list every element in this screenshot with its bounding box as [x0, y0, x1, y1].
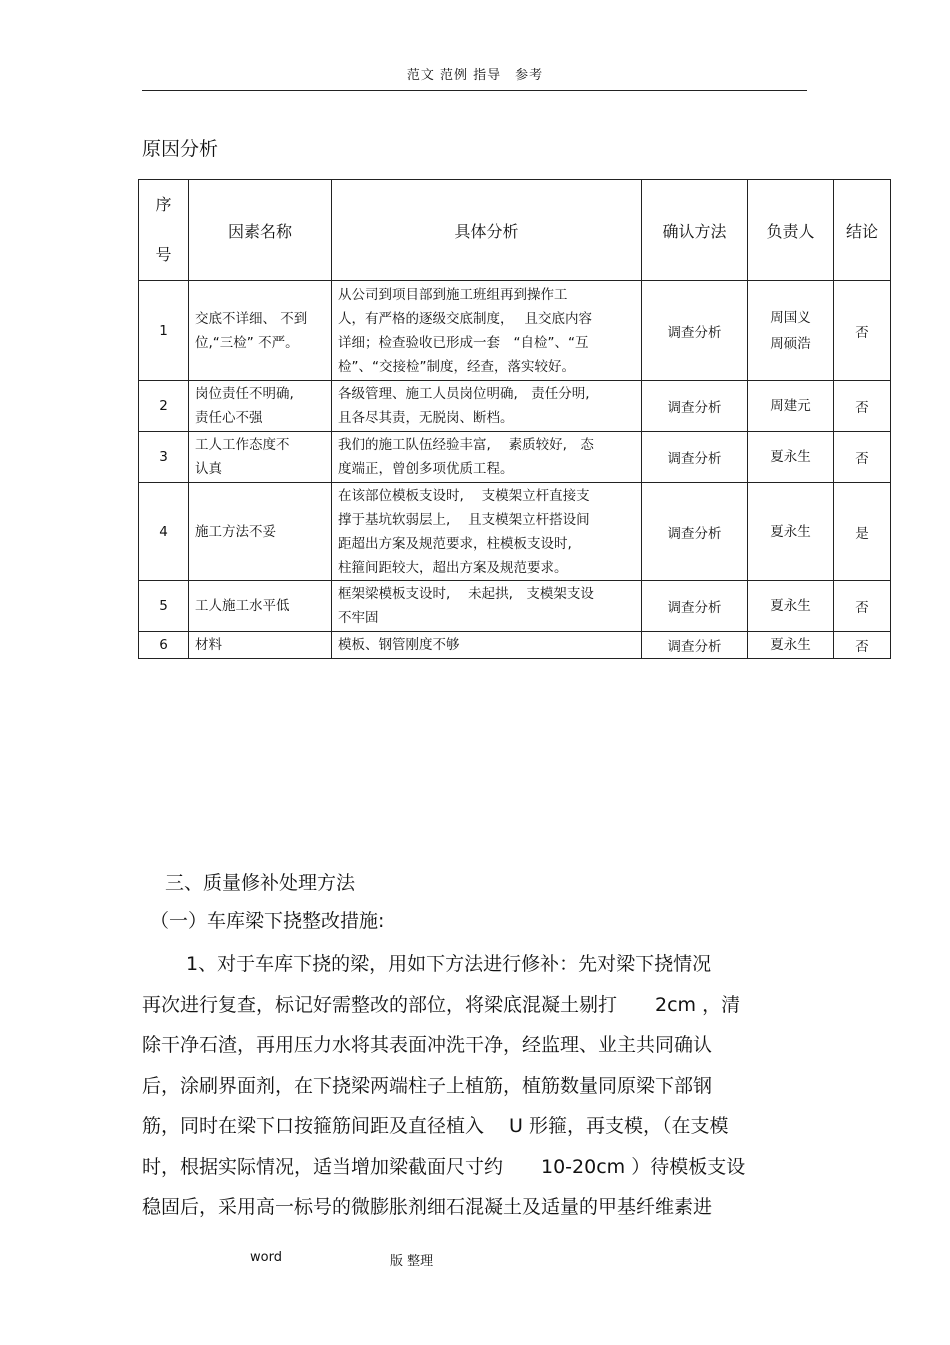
cell-conclusion — [834, 281, 891, 381]
cell-analysis — [332, 581, 642, 632]
cell-factor-line: 岗位责任不明确, — [195, 386, 294, 402]
cell-factor — [189, 281, 332, 381]
header-seq: 序 号 — [139, 180, 189, 281]
cell-analysis-line: 距超出方案及规范要求，柱模板支设时, — [338, 535, 572, 552]
header-factor: 因素名称 — [189, 180, 332, 281]
cell-analysis-line: 人，有严格的逐级交底制度， 且交底内容 — [338, 310, 593, 327]
cell-owner-line: 夏永生 — [770, 449, 811, 465]
paragraph-line: 稳固后，采用高一标号的微膨胀剂细石混凝土及适量的甲基纤维素进 — [142, 1196, 713, 1218]
cell-analysis-line: 在该部位模板支设时, 支模架立杆直接支 — [338, 487, 590, 504]
cell-analysis-line: 详细；检查验收已形成一套 “自检”、“互 — [338, 334, 589, 351]
cell-factor-line: 交底不详细、 不到 — [195, 310, 308, 327]
cell-analysis-line: 检”、“交接检”制度，经查，落实较好。 — [338, 358, 575, 375]
cell-seq — [139, 632, 189, 659]
cell-analysis-line: 不牢固 — [338, 610, 379, 626]
cell-analysis-line: 各级管理、施工人员岗位明确, 责任分明, — [338, 386, 590, 402]
cell-factor-line: 工人工作态度不 — [195, 437, 290, 453]
cell-method — [642, 581, 748, 632]
cell-owner-line: 夏永生 — [770, 598, 811, 614]
cell-factor-line: 认真 — [195, 461, 222, 477]
repair-paragraph — [142, 944, 822, 1228]
paragraph-line: 1、对于车库下挠的梁，用如下方法进行修补：先对梁下挠情况 — [186, 953, 712, 975]
cell-analysis — [332, 432, 642, 483]
table-row — [139, 632, 891, 659]
cell-method-line: 调查分析 — [667, 400, 722, 416]
cell-analysis-line: 且各尽其责，无脱岗、断档。 — [338, 410, 514, 426]
cell-method — [642, 432, 748, 483]
footer-left: word — [250, 1250, 282, 1265]
cell-conclusion — [834, 581, 891, 632]
cell-analysis-line: 度端正，曾创多项优质工程。 — [338, 461, 514, 477]
cell-factor-line: 位,“三检” 不严。 — [195, 334, 299, 351]
paragraph-line: 筋，同时在梁下口按箍筋间距及直径植入 U 形箍，再支模，（在支模 — [142, 1115, 729, 1137]
cell-owner-line: 夏永生 — [770, 637, 811, 653]
cell-conclusion-line: 否 — [855, 639, 869, 655]
cell-factor — [189, 581, 332, 632]
cell-method-line: 调查分析 — [667, 639, 722, 655]
cell-conclusion-line: 否 — [855, 324, 869, 341]
cell-owner — [748, 381, 834, 432]
header-divider — [142, 90, 807, 91]
cell-analysis-line: 从公司到项目部到施工班组再到操作工 — [338, 286, 568, 303]
cell-factor — [189, 632, 332, 659]
cell-analysis — [332, 281, 642, 381]
table-header-row — [139, 180, 891, 281]
cell-factor — [189, 432, 332, 483]
cell-seq-line: 1 — [159, 322, 168, 339]
cell-factor — [189, 381, 332, 432]
cell-analysis-line: 模板、钢管刚度不够 — [338, 637, 460, 653]
cell-owner-line: 周建元 — [770, 398, 811, 414]
section-title: 原因分析 — [142, 138, 219, 160]
subheading-garage-beam: （一）车库梁下挠整改措施: — [150, 910, 385, 932]
cell-method — [642, 281, 748, 381]
table-row — [139, 581, 891, 632]
cell-method — [642, 632, 748, 659]
table-row — [139, 381, 891, 432]
cell-seq — [139, 381, 189, 432]
cell-method — [642, 381, 748, 432]
paragraph-line: 除干净石渣，再用压力水将其表面冲洗干净，经监理、业主共同确认 — [142, 1034, 713, 1056]
cell-method-line: 调查分析 — [667, 525, 722, 542]
cell-analysis — [332, 381, 642, 432]
cell-owner-line: 夏永生 — [770, 523, 811, 540]
footer-right: 版 整理 — [390, 1254, 434, 1269]
cell-conclusion-line: 否 — [855, 400, 869, 416]
cell-factor — [189, 483, 332, 581]
cell-seq-line: 5 — [159, 598, 168, 614]
cell-factor-line: 工人施工水平低 — [195, 598, 290, 614]
cell-owner — [748, 581, 834, 632]
paragraph-line: 再次进行复查，标记好需整改的部位，将梁底混凝土剔打 2cm ，清 — [142, 993, 741, 1016]
cell-owner-line: 周国义 — [770, 309, 811, 326]
cell-seq — [139, 432, 189, 483]
cell-conclusion — [834, 381, 891, 432]
cell-factor-line: 责任心不强 — [195, 410, 263, 426]
header-method: 确认方法 — [642, 180, 748, 281]
header-analysis: 具体分析 — [332, 180, 642, 281]
cell-owner — [748, 483, 834, 581]
cause-analysis-table — [138, 179, 891, 659]
cell-conclusion — [834, 432, 891, 483]
cell-method-line: 调查分析 — [667, 324, 722, 341]
cell-factor-line: 材料 — [195, 637, 222, 653]
table-row — [139, 281, 891, 381]
cell-analysis — [332, 632, 642, 659]
table-row — [139, 432, 891, 483]
cell-factor-line: 施工方法不妥 — [195, 523, 276, 540]
cell-seq — [139, 581, 189, 632]
cell-owner — [748, 432, 834, 483]
cell-seq-line: 3 — [159, 449, 168, 465]
page-header: 范文 范例 指导 参考 — [406, 68, 544, 83]
cell-seq — [139, 483, 189, 581]
cell-analysis-line: 撑于基坑软弱层上, 且支模架立杆搭设间 — [338, 511, 590, 528]
cell-conclusion-line: 是 — [855, 525, 869, 542]
cell-seq-line: 2 — [159, 398, 168, 414]
cell-analysis-line: 柱箍间距较大，超出方案及规范要求。 — [338, 559, 568, 576]
cell-method-line: 调查分析 — [667, 451, 722, 467]
cell-seq-line: 4 — [159, 523, 168, 540]
cell-method — [642, 483, 748, 581]
cell-conclusion-line: 否 — [855, 451, 869, 467]
cell-conclusion-line: 否 — [855, 600, 869, 616]
cell-conclusion — [834, 632, 891, 659]
cell-analysis — [332, 483, 642, 581]
cell-owner — [748, 281, 834, 381]
cell-method-line: 调查分析 — [667, 600, 722, 616]
cell-conclusion — [834, 483, 891, 581]
table-row — [139, 483, 891, 581]
table-body — [139, 281, 891, 659]
header-owner: 负责人 — [748, 180, 834, 281]
paragraph-line: 后，涂刷界面剂，在下挠梁两端柱子上植筋，植筋数量同原梁下部钢 — [142, 1074, 713, 1097]
header-conclusion: 结论 — [834, 180, 891, 281]
cell-owner-line: 周硕浩 — [770, 335, 811, 352]
cell-seq — [139, 281, 189, 381]
cell-seq-line: 6 — [159, 637, 168, 653]
cell-analysis-line: 框架梁模板支设时, 未起拱, 支模架支设 — [338, 586, 594, 602]
cell-owner — [748, 632, 834, 659]
heading-quality-repair: 三、质量修补处理方法 — [165, 872, 356, 894]
cell-analysis-line: 我们的施工队伍经验丰富, 素质较好, 态 — [338, 437, 594, 453]
paragraph-line: 时，根据实际情况，适当增加梁截面尺寸约 10-20cm ）待模板支设 — [142, 1155, 746, 1178]
